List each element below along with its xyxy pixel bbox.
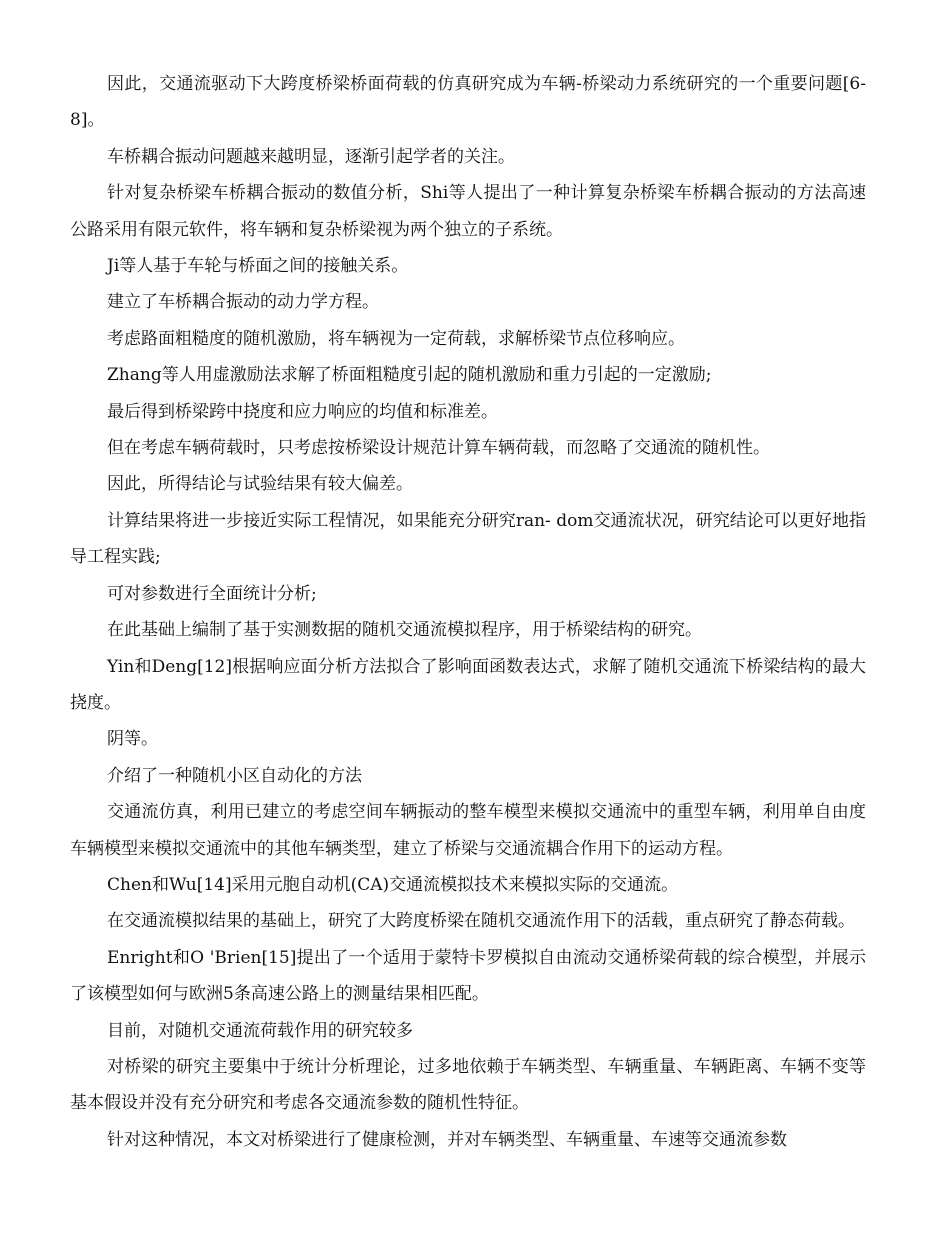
paragraph: Zhang等人用虚激励法求解了桥面粗糙度引起的随机激励和重力引起的一定激励; [107,365,712,386]
paragraph: 交通流仿真，利用已建立的考虑空间车辆振动的整车模型来模拟交通流中的重型车辆，利用单自由度车辆模型来模拟交通流中的其他车辆类型，建立了桥梁与交通流耦合作用下的运动方程。 [70,802,866,859]
paragraph: 考虑路面粗糙度的随机激励，将车辆视为一定荷载，求解桥梁节点位移响应。 [107,328,685,349]
paragraph: 目前，对随机交通流荷载作用的研究较多 [107,1020,413,1041]
paragraph: Ji等人基于车轮与桥面之间的接触关系。 [107,256,409,277]
paragraph: Chen和Wu[14]采用元胞自动机(CA)交通流模拟技术来模拟实际的交通流。 [107,874,679,895]
paragraph: 介绍了一种随机小区自动化的方法 [107,765,362,786]
paragraph: 最后得到桥梁跨中挠度和应力响应的均值和标准差。 [107,401,498,422]
paragraph: 车桥耦合振动问题越来越明显，逐渐引起学者的关注。 [107,146,515,167]
paragraph: 因此，交通流驱动下大跨度桥梁桥面荷载的仿真研究成为车辆-桥梁动力系统研究的一个重要问题[6-8]。 [70,74,866,131]
paragraph: 计算结果将进一步接近实际工程情况，如果能充分研究ran- dom交通流状况，研究结论可以更好地指导工程实践; [70,510,866,568]
paragraph: 对桥梁的研究主要集中于统计分析理论，过多地依赖于车辆类型、车辆重量、车辆距离、车辆不变等基本假设并没有充分研究和考虑各交通流参数的随机性特征。 [70,1056,866,1114]
paragraph: 建立了车桥耦合振动的动力学方程。 [107,292,379,313]
paragraph: 在交通流模拟结果的基础上，研究了大跨度桥梁在随机交通流作用下的活载，重点研究了静态荷载。 [107,911,855,932]
paragraph: 但在考虑车辆荷载时，只考虑按桥梁设计规范计算车辆荷载，而忽略了交通流的随机性。 [107,438,770,459]
paragraph: 在此基础上编制了基于实测数据的随机交通流模拟程序，用于桥梁结构的研究。 [107,620,702,641]
paragraph: 阴等。 [107,729,158,750]
paragraph: Enright和O 'Brien[15]提出了一个适用于蒙特卡罗模拟自由流动交通桥梁荷载的综合模型，并展示了该模型如何与欧洲5条高速公路上的测量结果相匹配。 [70,947,866,1005]
paragraph: Yin和Deng[12]根据响应面分析方法拟合了影响面函数表达式，求解了随机交通流下桥梁结构的最大挠度。 [70,656,866,713]
paragraph: 因此，所得结论与试验结果有较大偏差。 [107,474,413,495]
paragraph: 可对参数进行全面统计分析; [107,583,317,604]
paragraph: 针对复杂桥梁车桥耦合振动的数值分析，Shi等人提出了一种计算复杂桥梁车桥耦合振动的方法高速公路采用有限元软件，将车辆和复杂桥梁视为两个独立的子系统。 [70,183,866,240]
document-body [70,66,866,1158]
paragraph: 针对这种情况，本文对桥梁进行了健康检测，并对车辆类型、车辆重量、车速等交通流参数 [107,1129,787,1150]
